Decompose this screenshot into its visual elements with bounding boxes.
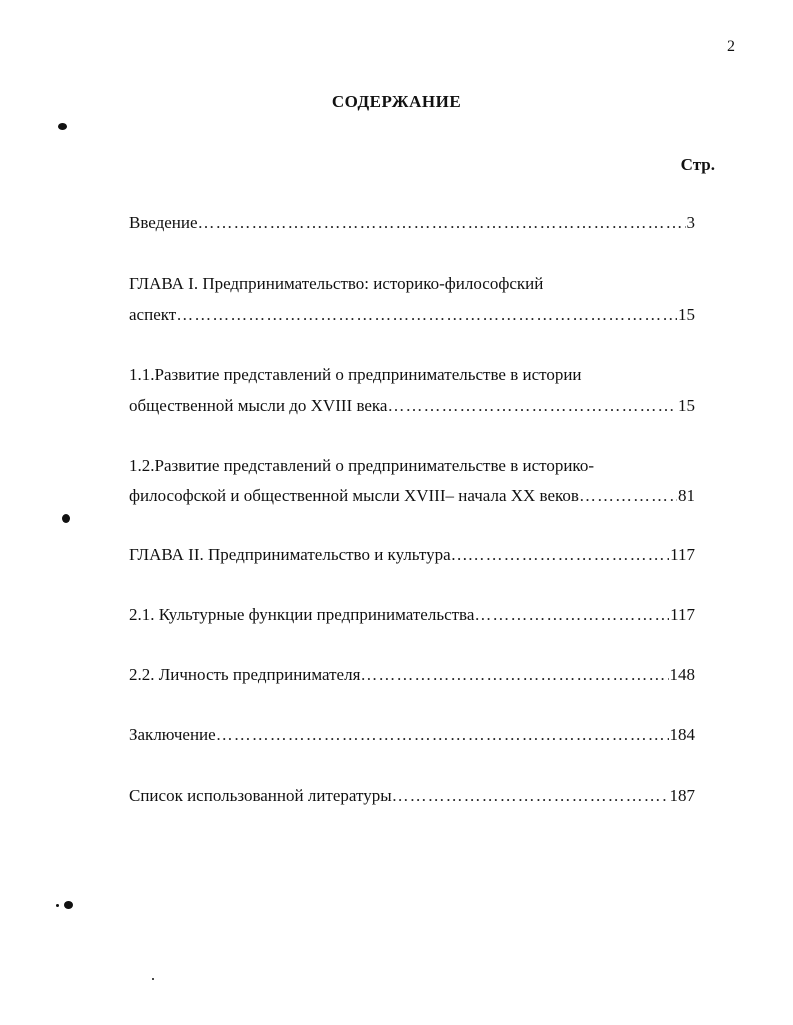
page-title: СОДЕРЖАНИЕ	[331, 92, 462, 111]
toc-entry-text: 1.1.Развитие представлений о предпринимательстве в истории	[129, 365, 582, 384]
toc-entry-conclusion[interactable]	[129, 724, 695, 746]
toc-entry-page: 148	[669, 665, 695, 684]
toc-entry-label: общественной мысли до XVIII века	[129, 396, 388, 415]
toc-entry-label: 2.2. Личность предпринимателя	[129, 665, 361, 684]
scan-artifact-mark	[56, 904, 59, 907]
dot-leader	[216, 724, 669, 746]
toc-entry-section-1-2[interactable]	[129, 485, 695, 507]
dot-leader	[474, 604, 669, 626]
toc-entry-page: 81	[678, 486, 695, 505]
toc-entry-text: ГЛАВА I. Предпринимательство: историко-философский	[129, 274, 544, 293]
toc-entry-introduction[interactable]	[129, 212, 695, 234]
toc-entry-section-1-1[interactable]	[129, 395, 695, 417]
toc-entry-label: философской и общественной мысли XVIII– начала XX веков	[129, 486, 579, 505]
toc-entry-label: Список использованной литературы	[129, 786, 392, 805]
scan-artifact-mark	[58, 123, 67, 130]
dot-leader	[387, 395, 677, 417]
dot-leader	[176, 304, 677, 326]
toc-entry-chapter-2[interactable]	[129, 544, 695, 566]
toc-entry-page: 117	[670, 545, 695, 564]
dot-leader	[392, 785, 669, 807]
toc-entry-section-2-1[interactable]	[129, 604, 695, 626]
toc-entry-page: 117	[670, 605, 695, 624]
toc-entry-label: 2.1. Культурные функции предпринимательства	[129, 605, 475, 624]
toc-entry-page: 15	[678, 305, 695, 324]
toc-entry-chapter-1[interactable]	[129, 304, 695, 326]
toc-entry-label: ГЛАВА II. Предпринимательство и культура…	[129, 545, 468, 564]
dot-leader	[579, 485, 677, 507]
scan-artifact-mark	[64, 901, 73, 909]
toc-entry-bibliography[interactable]	[129, 785, 695, 807]
toc-entry-label: Заключение	[129, 725, 216, 744]
dot-leader	[198, 212, 686, 234]
toc-entry-text: 1.2.Развитие представлений о предпринимательстве в историко-	[129, 456, 594, 475]
dot-leader	[468, 544, 669, 566]
toc-entry-page: 184	[669, 725, 695, 744]
page-column-label: Стр.	[680, 155, 715, 174]
toc-entry-label: Введение	[129, 213, 198, 232]
toc-entry-page: 187	[669, 786, 695, 805]
toc-entry-section-1-2-line-1	[129, 455, 695, 477]
toc-entry-page: 15	[678, 396, 695, 415]
scan-artifact-mark	[62, 514, 70, 523]
toc-entry-section-2-2[interactable]	[129, 664, 695, 686]
page-number: 2	[727, 38, 735, 55]
toc-entry-label: аспект	[129, 305, 177, 324]
toc-entry-section-1-1-line-1	[129, 364, 695, 386]
scan-artifact-mark	[152, 978, 154, 980]
toc-entry-page: 3	[686, 213, 695, 232]
toc-entry-chapter-1-line-1	[129, 273, 695, 295]
dot-leader	[360, 664, 668, 686]
